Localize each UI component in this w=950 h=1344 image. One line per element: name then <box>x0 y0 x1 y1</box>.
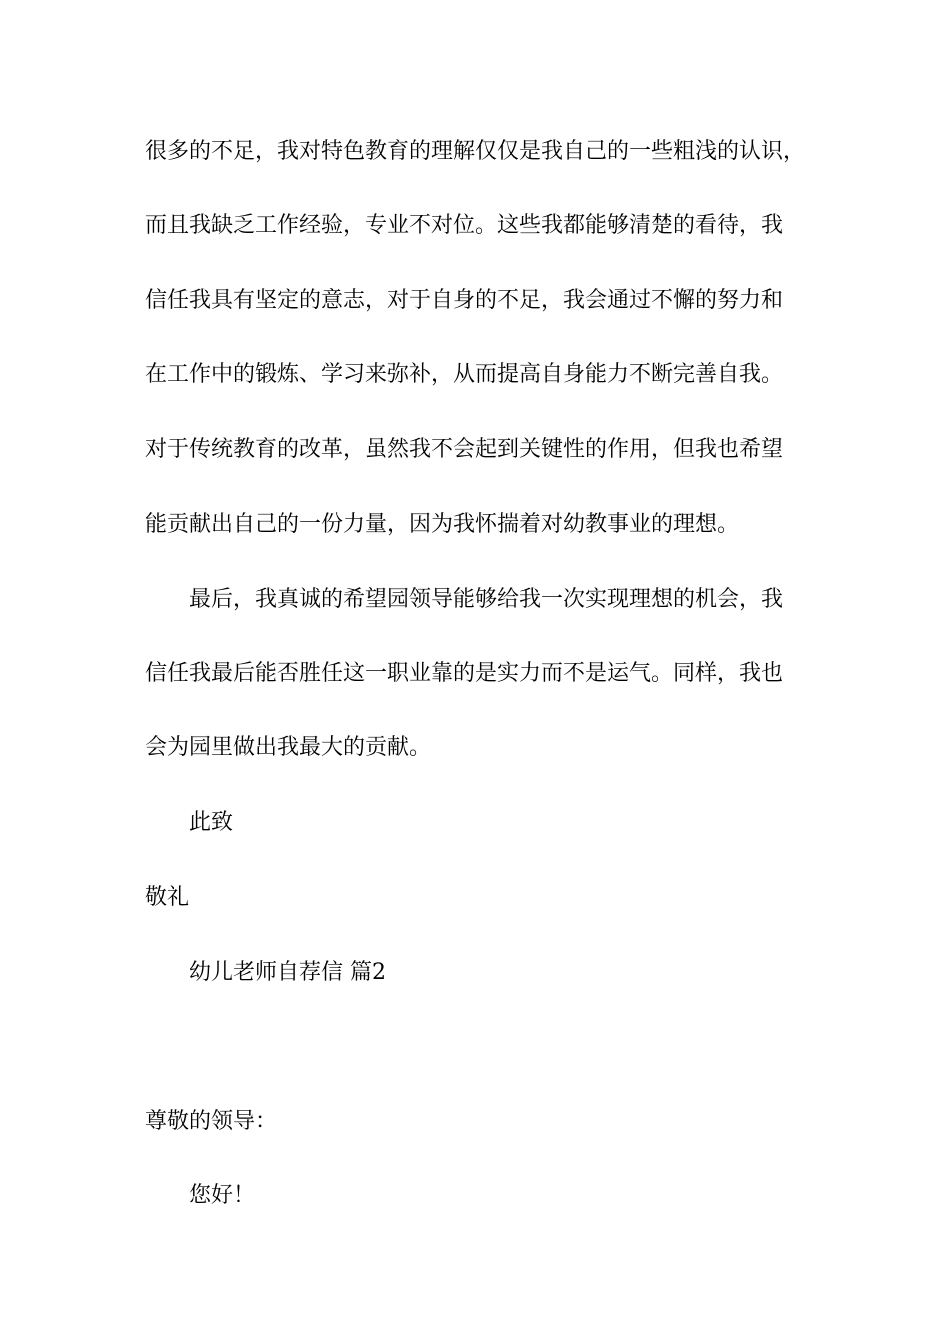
section-heading: 幼儿老师自荐信 篇2 <box>189 960 386 985</box>
paragraph-line: 能贡献出自己的一份力量，因为我怀揣着对幼教事业的理想。 <box>145 512 740 537</box>
closing-salutation: 此致 <box>189 810 234 835</box>
paragraph-line: 会为园里做出我最大的贡献。 <box>145 735 432 760</box>
greeting: 您好！ <box>189 1183 256 1208</box>
paragraph-line: 信任我具有坚定的意志，对于自身的不足，我会通过不懈的努力和 <box>145 288 784 313</box>
paragraph-line: 而且我缺乏工作经验，专业不对位。这些我都能够清楚的看待，我 <box>145 213 784 238</box>
paragraph-line: 最后，我真诚的希望园领导能够给我一次实现理想的机会，我 <box>189 587 784 612</box>
paragraph-line: 对于传统教育的改革，虽然我不会起到关键性的作用，但我也希望 <box>145 437 784 462</box>
paragraph-line: 在工作中的锻炼、学习来弥补，从而提高自身能力不断完善自我。 <box>145 362 784 387</box>
closing-regards: 敬礼 <box>145 885 190 910</box>
paragraph-line: 很多的不足，我对特色教育的理解仅仅是我自己的一些粗浅的认识， <box>145 139 806 164</box>
greeting-addressee: 尊敬的领导： <box>145 1109 278 1134</box>
paragraph-line: 信任我最后能否胜任这一职业靠的是实力而不是运气。同样，我也 <box>145 661 784 686</box>
